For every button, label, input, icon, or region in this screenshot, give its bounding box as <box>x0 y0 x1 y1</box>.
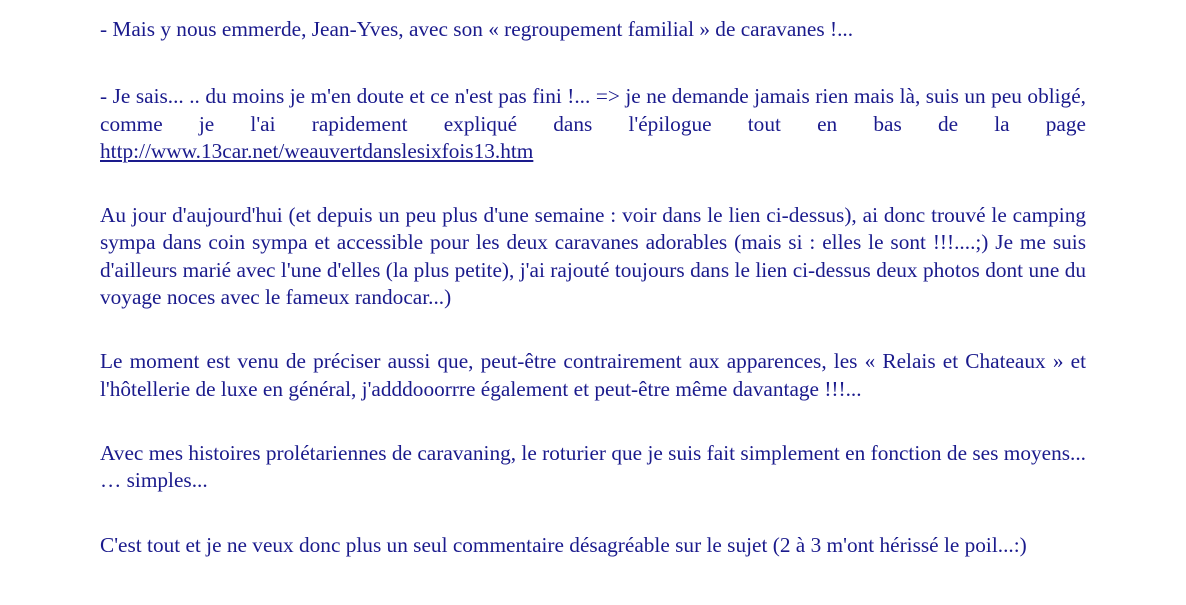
paragraph-1-text: - Mais y nous emmerde, Jean-Yves, avec son « regroupement familial » de caravanes !... <box>100 17 854 41</box>
paragraph-4 <box>100 348 1086 403</box>
paragraph-3 <box>100 202 1086 311</box>
paragraph-2 <box>100 83 1086 165</box>
paragraph-6 <box>100 532 1086 559</box>
document-body <box>100 16 1086 596</box>
paragraph-4-text: Le moment est venu de préciser aussi que, peut-être contrairement aux apparences, les « Relais et Chateaux » et l'hôtellerie de luxe en général, j'adddooorrre également et peut-être même davantage !!!... <box>100 349 1086 401</box>
epilogue-link[interactable]: http://www.13car.net/weauvertdanslesixfois13.htm <box>100 138 534 163</box>
paragraph-2-text: - Je sais... .. du moins je m'en doute et ce n'est pas fini !... => je ne demande jamais rien mais là, suis un peu obligé, comme je l'ai rapidement expliqué dans l'épilogue tout en bas de la page <box>100 84 1086 136</box>
paragraph-5 <box>100 440 1086 495</box>
paragraph-3-text: Au jour d'aujourd'hui (et depuis un peu plus d'une semaine : voir dans le lien ci-dessus), ai donc trouvé le camping sympa dans coin sympa et accessible pour les deux caravanes adorables (mais si : elles le sont !!!....;) Je me suis d'ailleurs marié avec l'une d'elles (la plus petite), j'ai rajouté toujours dans le lien ci-dessus deux photos dont une du voyage noces avec le fameux randocar...) <box>100 203 1086 310</box>
paragraph-6-text: C'est tout et je ne veux donc plus un seul commentaire désagréable sur le sujet (2 à 3 m'ont hérissé le poil...:) <box>100 532 1027 557</box>
paragraph-5-text: Avec mes histoires prolétariennes de caravaning, le roturier que je suis fait simplement en fonction de ses moyens... … simples... <box>100 440 1086 493</box>
paragraph-1 <box>100 16 1086 43</box>
